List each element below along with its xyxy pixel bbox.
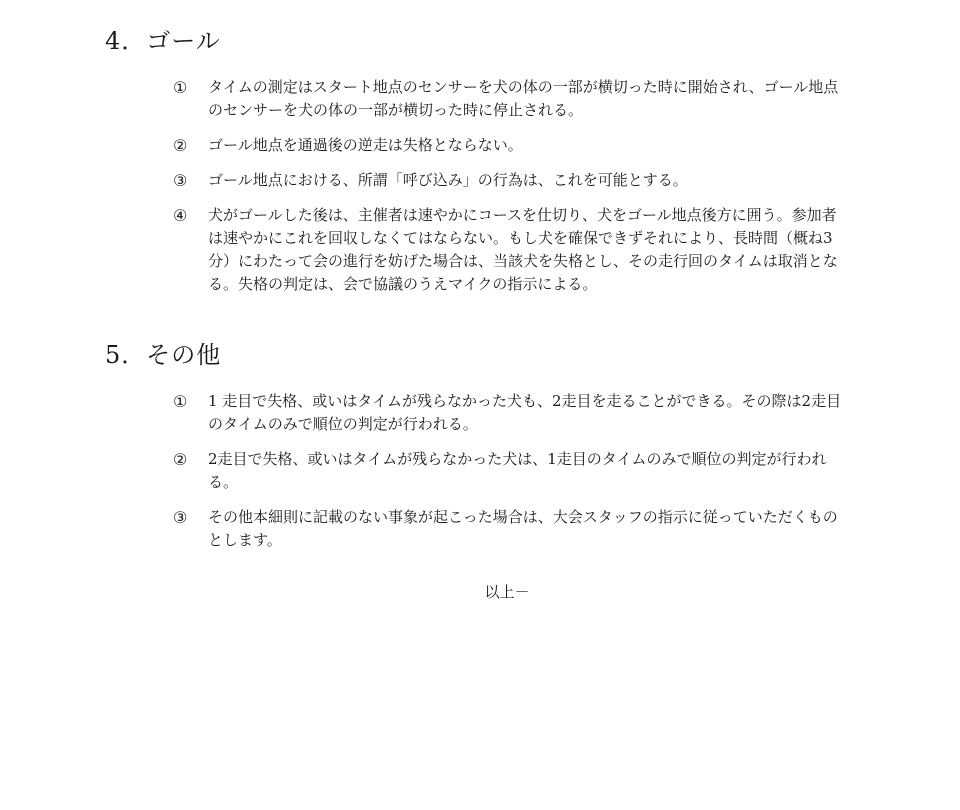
item-text: その他本細則に記載のない事象が起こった場合は、大会スタッフの指示に従っていただくものとします。 <box>208 508 838 549</box>
list-item <box>105 448 848 494</box>
list-item <box>105 76 848 122</box>
section-other <box>105 340 865 564</box>
list-item <box>105 134 848 157</box>
item-marker: ④ <box>173 206 188 225</box>
item-text: 2走目で失格、或いはタイムが残らなかった犬は、1走目のタイムのみで順位の判定が行われる。 <box>208 450 827 491</box>
list-item <box>105 169 848 192</box>
item-marker: ③ <box>173 508 188 527</box>
item-text: ゴール地点を通過後の逆走は失格とならない。 <box>208 136 523 154</box>
item-marker: ② <box>173 136 188 155</box>
item-marker: ① <box>173 392 188 411</box>
item-text: ゴール地点における、所謂「呼び込み」の行為は、これを可能とする。 <box>208 171 688 189</box>
item-marker: ① <box>173 78 188 97</box>
item-text: 1 走目で失格、或いはタイムが残らなかった犬も、2走目を走ることができる。その際は2走目のタイムのみで順位の判定が行われる。 <box>208 392 842 433</box>
section-heading: 5．その他 <box>105 341 222 369</box>
closing-mark: 以上－ <box>484 583 530 601</box>
section-goal <box>105 26 865 308</box>
list-item <box>105 506 848 552</box>
item-marker: ③ <box>173 171 188 190</box>
list-item <box>105 204 848 296</box>
item-text: 犬がゴールした後は、主催者は速やかにコースを仕切り、犬をゴール地点後方に囲う。参加者は速やかにこれを回収しなくてはならない。もし犬を確保できずそれにより、長時間（概ね3分）にわたって会の進行を妨げた場合は、当該犬を失格とし、その走行回のタイムは取消となる。失格の判定は、会で協議のうえマイクの指示による。 <box>208 206 838 293</box>
section-heading: 4．ゴール <box>105 27 221 55</box>
list-item <box>105 390 848 436</box>
item-text: タイムの測定はスタート地点のセンサーを犬の体の一部が横切った時に開始され、ゴール地点のセンサーを犬の体の一部が横切った時に停止される。 <box>208 78 839 119</box>
item-marker: ② <box>173 450 188 469</box>
